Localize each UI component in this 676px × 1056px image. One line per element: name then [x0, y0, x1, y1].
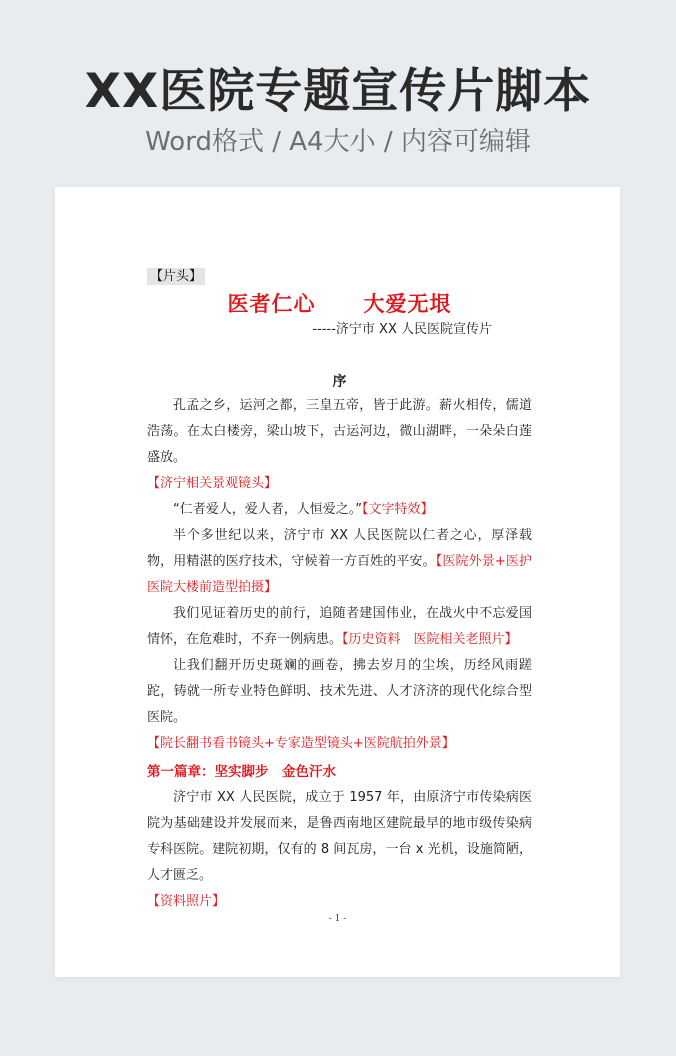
section-title: 序: [332, 374, 347, 390]
shot-note-6: 【资料照片】: [147, 894, 226, 909]
heading-right: 大爱无垠: [363, 292, 452, 316]
main-heading: [147, 289, 532, 319]
paragraph-5: 让我们翻开历史斑斓的画卷，拂去岁月的尘埃，历经风雨蹉跎，铸就一所专业特色鲜明、技术先进、人才济济的现代化综合型医院。: [147, 658, 532, 725]
banner-header: [0, 62, 676, 160]
banner-title: XX医院专题宣传片脚本: [84, 64, 592, 119]
section-tag: 【片头】: [147, 268, 205, 285]
chapter-heading: 第一篇章：坚实脚步 金色汗水: [147, 764, 336, 780]
paragraph-2-text: “仁者爱人，爱人者，人恒爱之。”: [173, 502, 362, 517]
document-content: [147, 265, 532, 915]
shot-note-3: 【医院外景+医护医院大楼前造型拍摄】: [147, 554, 532, 595]
paragraph-3-text: 半个多世纪以来，济宁市 XX 人民医院以仁者之心，厚泽载物，用精湛的医疗技术，守候着一方百姓的平安。: [147, 528, 532, 569]
paragraph-3: [147, 523, 532, 601]
shot-note-5: 【院长翻书看书镜头+专家造型镜头+医院航拍外景】: [147, 736, 455, 751]
paragraph-6: 济宁市 XX 人民医院，成立于 1957 年，由原济宁市传染病医院为基础建设并发展而来，是鲁西南地区建院最早的地市级传染病专科医院。建院初期，仅有的 8 间瓦房，一台 x 光机，设施简陋，人才匮乏。: [147, 790, 532, 883]
paragraph-1: 孔孟之乡，运河之都，三皇五帝，皆于此游。薪火相传，儒道浩荡。在太白楼旁，梁山坡下，古运河边，微山湖畔，一朵朵白莲盛放。: [147, 398, 532, 465]
page-number: - 1 -: [328, 914, 347, 924]
document-page: [55, 187, 620, 977]
shot-note-1: 【济宁相关景观镜头】: [147, 476, 278, 491]
shot-note-2: 【文字特效】: [361, 502, 434, 517]
heading-subline: -----济宁市 XX 人民医院宣传片: [312, 322, 492, 337]
heading-left: 医者仁心: [227, 292, 316, 316]
paragraph-4-text: 我们见证着历史的前行，追随者建国伟业，在战火中不忘爱国情怀，在危难时，不弃一例病患。: [147, 606, 532, 647]
banner-subtitle: Word格式 / A4大小 / 内容可编辑: [145, 127, 531, 157]
shot-note-4: 【历史资料 医院相关老照片】: [342, 632, 518, 647]
paragraph-4: [147, 601, 532, 653]
paragraph-2: [147, 497, 532, 523]
